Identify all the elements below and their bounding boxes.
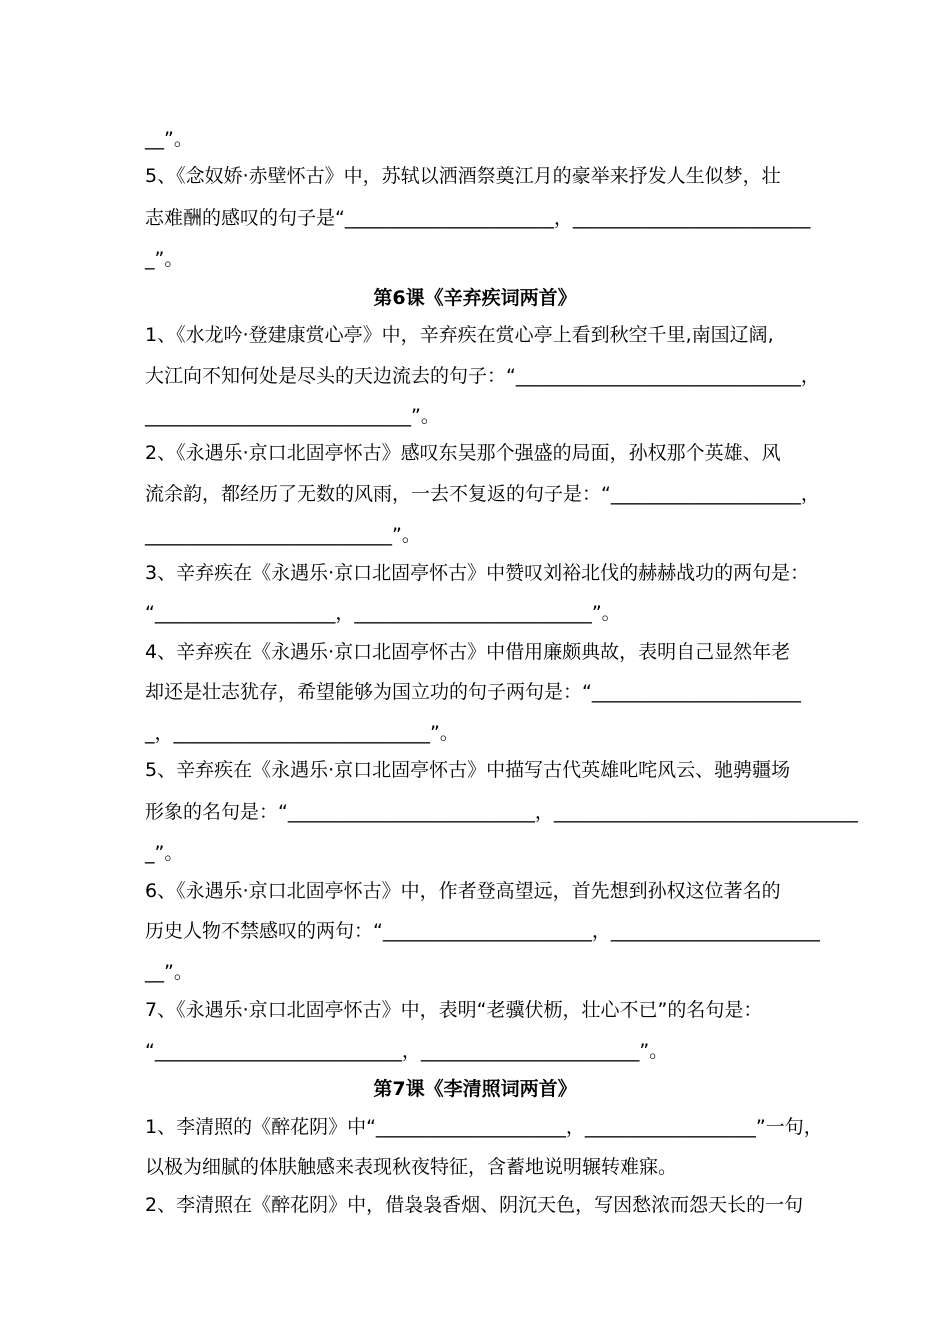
question-5-line-2: 志难酬的感叹的句子是“______________________，_________________________ [145, 207, 811, 229]
lesson6-q4-line-2: 却还是壮志犹存，希望能够为国立功的句子两句是：“______________________ [145, 681, 801, 703]
lesson6-q1-line-2: 大江向不知何处是尽头的天边流去的句子：“______________________________， [145, 365, 820, 387]
lesson6-q7-line-1: 7、《永遇乐·京口北固亭怀古》中，表明“老骥伏枥，壮心不已”的名句是： [145, 999, 763, 1021]
lesson6-q3-line-2: “___________________，_________________________”。 [145, 602, 621, 624]
lesson6-q2-line-1: 2、《永遇乐·京口北固亭怀古》感叹东吴那个强盛的局面，孙权那个英雄、风 [145, 442, 781, 464]
lesson6-q4-line-3: _，___________________________”。 [145, 722, 459, 744]
lesson6-q1-line-3: ____________________________”。 [145, 405, 440, 427]
lesson7-q2-line-1: 2、李清照在《醉花阴》中，借袅袅香烟、阴沉天色，写因愁浓而怨天长的一句 [145, 1194, 804, 1216]
lesson6-q5-line-1: 5、辛弃疾在《永遇乐·京口北固亭怀古》中描写古代英雄叱咤风云、驰骋疆场 [145, 759, 791, 781]
lesson6-q5-line-2: 形象的名句是：“__________________________，________________________________ [145, 801, 858, 823]
prev-answer-tail: __”。 [145, 128, 193, 150]
lesson6-q5-line-3: _”。 [145, 842, 184, 864]
lesson7-q1-line-1: 1、李清照的《醉花阴》中“____________________，__________________”一句， [145, 1116, 823, 1138]
lesson6-q4-line-1: 4、辛弃疾在《永遇乐·京口北固亭怀古》中借用廉颇典故，表明自己显然年老 [145, 641, 791, 663]
lesson6-q2-line-3: __________________________”。 [145, 524, 421, 546]
lesson6-q6-line-3: __”。 [145, 961, 193, 983]
lesson-6-heading: 第6课《辛弃疾词两首》 [373, 287, 577, 309]
lesson6-q2-line-2: 流余韵，都经历了无数的风雨，一去不复返的句子是：“____________________， [145, 483, 820, 505]
lesson7-q1-line-2: 以极为细腻的体肤触感来表现秋夜特征，含蓄地说明辗转难寐。 [145, 1156, 678, 1178]
question-5-line-3: _”。 [145, 248, 184, 270]
lesson6-q6-line-1: 6、《永遇乐·京口北固亭怀古》中，作者登高望远，首先想到孙权这位著名的 [145, 880, 781, 902]
lesson6-q1-line-1: 1、《水龙吟·登建康赏心亭》中，辛弃疾在赏心亭上看到秋空千里,南国辽阔, [145, 324, 774, 346]
lesson6-q7-line-2: “__________________________，_______________________”。 [145, 1040, 669, 1062]
lesson6-q6-line-2: 历史人物不禁感叹的两句：“______________________，______________________ [145, 920, 820, 942]
question-5-line-1: 5、《念奴娇·赤壁怀古》中，苏轼以洒酒祭奠江月的豪举来抒发人生似梦，壮 [145, 165, 781, 187]
lesson6-q3-line-1: 3、辛弃疾在《永遇乐·京口北固亭怀古》中赞叹刘裕北伐的赫赫战功的两句是： [145, 562, 810, 584]
lesson-7-heading: 第7课《李清照词两首》 [373, 1078, 577, 1100]
